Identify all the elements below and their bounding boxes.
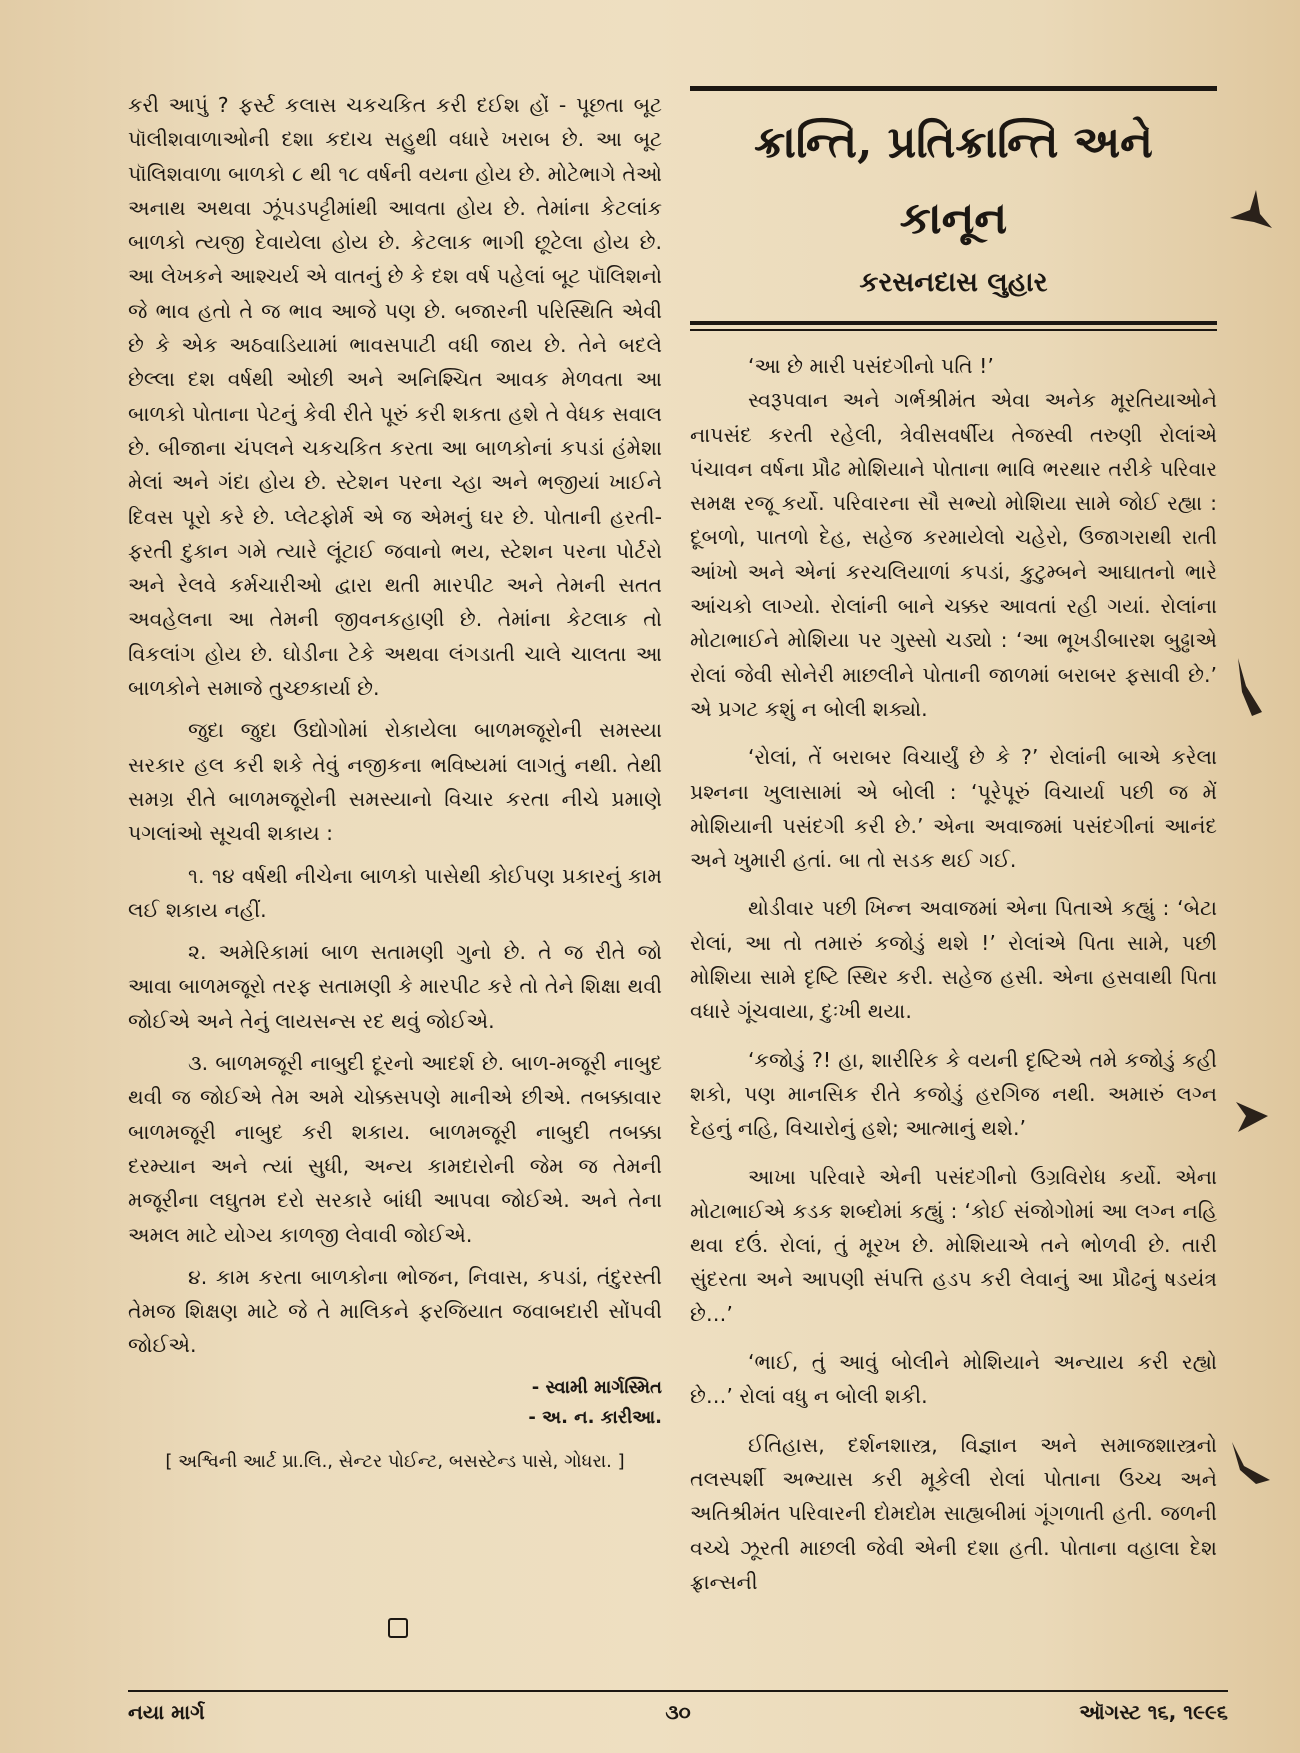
binding-notch-mark-icon xyxy=(1226,188,1274,238)
article-title-line: કાનૂન xyxy=(899,193,1008,244)
article-paragraph: આખા પરિવારે એની પસંદગીનો ઉગ્રવિરોધ કર્યો. એના મોટાભાઈએ કડક શબ્દોમાં કહ્યું : ‘કોઈ સંજોગોમાં આ લગ્ન નહિ થવા દઉં. રોલાં, તું મૂરખ છે. મોશિયાએ તને ભોળવી છે. તારી સુંદરતા અને આપણી સંપત્તિ હડપ કરી લેવાનું આ પ્રૌઢનું ષડયંત્ર છે…’ xyxy=(690,1164,1217,1326)
article-body xyxy=(690,349,1217,1599)
signature-translator: - અ. ન. કારીઆ. xyxy=(528,1406,662,1428)
title-top-rule xyxy=(690,86,1217,91)
publication-name: નયા માર્ગ xyxy=(128,1700,205,1724)
title-bottom-rule xyxy=(690,321,1217,331)
end-of-article-square-icon xyxy=(388,1618,408,1638)
article-paragraph: ‘રોલાં, તેં બરાબર વિચાર્યું છે કે ?’ રોલાંની બાએ કરેલા પ્રશ્નના ખુલાસામાં એ બોલી : ‘પૂરેપૂરું વિચાર્યા પછી જ મેં મોશિયાની પસંદગી કરી છે.’ એના અવાજમાં પસંદગીનાં આનંદ અને ખુમારી હતાં. બા તો સડક થઈ ગઈ. xyxy=(690,745,1217,873)
left-paragraph: જુદા જુદા ઉદ્યોગોમાં રોકાયેલા બાળમજૂરોની સમસ્યા સરકાર હલ કરી શકે તેવું નજીકના ભવિષ્યમાં લાગતું નથી. તેથી સમગ્ર રીતે બાળમજૂરોની સમસ્યાનો વિચાર કરતા નીચે પ્રમાણે પગલાંઓ સૂચવી શકાય : xyxy=(128,718,662,846)
binding-notch-mark-icon xyxy=(1232,656,1272,726)
article-paragraph: ‘કજોડું ?! હા, શારીરિક કે વયની દૃષ્ટિએ તમે કજોડું કહી શકો, પણ માનસિક રીતે કજોડું હરગિજ નથી. અમારું લગ્ન દેહનું નહિ, વિચારોનું હશે; આત્માનું થશે.’ xyxy=(690,1047,1217,1141)
signature-author: - સ્વામી માર્ગસ્મિત xyxy=(531,1376,662,1398)
article-title xyxy=(690,105,1217,257)
article-paragraph: સ્વરૂપવાન અને ગર્ભશ્રીમંત એવા અનેક મૂરતિયાઓને નાપસંદ કરતી રહેલી, ત્રેવીસવર્ષીય તેજસ્વી તરુણી રોલાંએ પંચાવન વર્ષના પ્રૌઢ મોશિયાને પોતાના ભાવિ ભરથાર તરીકે પરિવાર સમક્ષ રજૂ કર્યો. પરિવારના સૌ સભ્યો મોશિયા સામે જોઈ રહ્યા : દૂબળો, પાતળો દેહ, સહેજ કરમાયેલો ચહેરો, ઉજાગરાથી રાતી આંખો અને એનાં કરચલિયાળાં કપડાં, કુટુમ્બને આઘાતનો ભારે આંચકો લાગ્યો. રોલાંની બાને ચક્કર આવતાં રહી ગયાં. રોલાંના મોટાભાઈને મોશિયા પર ગુસ્સો ચડ્યો : ‘આ ભૂખડીબારશ બુઢ્ઢાએ રોલાં જેવી સોનેરી માછલીને પોતાની જાળમાં બરાબર ફસાવી છે.’ એ પ્રગટ કશું ન બોલી શક્યો. xyxy=(690,388,1217,721)
footer-rule xyxy=(128,1690,1228,1692)
left-column xyxy=(128,88,662,1477)
page-number: ૩૦ xyxy=(665,1700,691,1724)
article-paragraph: ઈતિહાસ, દર્શનશાસ્ત્ર, વિજ્ઞાન અને સમાજશાસ્ત્રનો તલસ્પર્શી અભ્યાસ કરી મૂકેલી રોલાં પોતાના ઉચ્ચ અને અતિશ્રીમંત પરિવારની દોમદોમ સાહ્યબીમાં ગૂંગળાતી હતી. જળની વચ્ચે ઝૂરતી માછલી જેવી એની દશા હતી. પોતાના વહાલા દેશ ફ્રાન્સની xyxy=(690,1432,1217,1594)
article-paragraph: ‘ભાઈ, તું આવું બોલીને મોશિયાને અન્યાય કરી રહ્યો છે…’ રોલાં વધુ ન બોલી શકી. xyxy=(690,1350,1217,1409)
left-list-item: ૩. બાળમજૂરી નાબુદી દૂરનો આદર્શ છે. બાળ-મજૂરી નાબુદ થવી જ જોઈએ તેમ અમે ચોક્કસપણે માનીએ છીએ. તબક્કાવાર બાળમજૂરી નાબુદ કરી શકાય. બાળમજૂરી નાબુદી તબક્કા દરમ્યાન અને ત્યાં સુધી, અન્ય કામદારોની જેમ જ તેમની મજૂરીના લઘુતમ દરો સરકારે બાંધી આપવા જોઈએ. અને તેના અમલ માટે યોગ્ય કાળજી લેવાવી જોઈએ. xyxy=(128,1051,662,1247)
left-list-item: ૧. ૧૪ વર્ષથી નીચેના બાળકો પાસેથી કોઈપણ પ્રકારનું કામ લઈ શકાય નહીં. xyxy=(128,863,662,922)
article-paragraph: થોડીવાર પછી ખિન્ન અવાજમાં એના પિતાએ કહ્યું : ‘બેટા રોલાં, આ તો તમારું કજોડું થશે !’ રોલાંએ પિતા સામે, પછી મોશિયા સામે દૃષ્ટિ સ્થિર કરી. સહેજ હસી. એના હસવાથી પિતા વધારે ગૂંચવાયા, દુઃખી થયા. xyxy=(690,896,1217,1024)
binding-notch-mark-icon xyxy=(1232,1098,1276,1138)
left-paragraph: કરી આપું ? ફર્સ્ટ કલાસ ચકચકિત કરી દઈશ હોં - પૂછતા બૂટ પૉલીશવાળાઓની દશા કદાચ સહુથી વધારે ખરાબ છે. આ બૂટ પૉલિશવાળા બાળકો ૮ થી ૧૮ વર્ષની વયના હોય છે. મોટેભાગે તેઓ અનાથ અથવા ઝૂંપડપટ્ટીમાંથી આવતા હોય છે. તેમાંના કેટલાંક બાળકો ત્યજી દેવાયેલા હોય છે. કેટલાક ભાગી છૂટેલા હોય છે. આ લેખકને આશ્ચર્ય એ વાતનું છે કે દશ વર્ષ પહેલાં બૂટ પૉલિશનો જે ભાવ હતો તે જ ભાવ આજે પણ છે. બજારની પરિસ્થિતિ એવી છે કે એક અઠવાડિયામાં ભાવસપાટી વધી જાય છે. તેને બદલે છેલ્લા દશ વર્ષથી ઓછી અને અનિશ્ચિત આવક મેળવતા આ બાળકો પોતાના પેટનું કેવી રીતે પૂરું કરી શકતા હશે તે વેધક સવાલ છે. બીજાના ચંપલને ચકચકિત કરતા આ બાળકોનાં કપડાં હંમેશા મેલાં અને ગંદા હોય છે. સ્ટેશન પરના ચ્હા અને ભજીયાં ખાઈને દિવસ પૂરો કરે છે. પ્લેટફોર્મ એ જ એમનું ઘર છે. પોતાની હરતી-ફરતી દુકાન ગમે ત્યારે લૂંટાઈ જવાનો ભય, સ્ટેશન પરના પોર્ટરો અને રેલવે કર્મચારીઓ દ્વારા થતી મારપીટ અને તેમની સતત અવહેલના આ તેમની જીવનકહાણી છે. તેમાંના કેટલાક તો વિકલાંગ હોય છે. ઘોડીના ટેકે અથવા લંગડાતી ચાલે ચાલતા આ બાળકોને સમાજે તુચ્છકાર્યા છે. xyxy=(128,93,662,701)
issue-date: ઑગસ્ટ ૧૬, ૧૯૯૬ xyxy=(1079,1700,1228,1724)
binding-notch-mark-icon xyxy=(1226,1440,1276,1496)
article-title-line: ક્રાન્તિ, પ્રતિક્રાન્તિ અને xyxy=(754,117,1153,168)
printer-credit: [ અશ્વિની આર્ટ પ્રા.લિ., સેન્ટર પોઈન્ટ, બસસ્ટેન્ડ પાસે, ગોધરા. ] xyxy=(165,1450,625,1472)
article-author: કરસનદાસ લુહાર xyxy=(859,267,1048,298)
left-list-item: ૪. કામ કરતા બાળકોના ભોજન, નિવાસ, કપડાં, તંદુરસ્તી તેમજ શિક્ષણ માટે જે તે માલિકને ફરજિયાત જવાબદારી સોંપવી જોઈએ. xyxy=(128,1264,662,1358)
left-list-item: ૨. અમેરિકામાં બાળ સતામણી ગુનો છે. તે જ રીતે જો આવા બાળમજૂરો તરફ સતામણી કે મારપીટ કરે તો તેને શિક્ષા થવી જોઈએ અને તેનું લાયસન્સ રદ થવું જોઈએ. xyxy=(128,940,662,1033)
article-paragraph: ‘આ છે મારી પસંદગીનો પતિ !’ xyxy=(748,354,994,378)
article-column xyxy=(690,86,1217,1599)
